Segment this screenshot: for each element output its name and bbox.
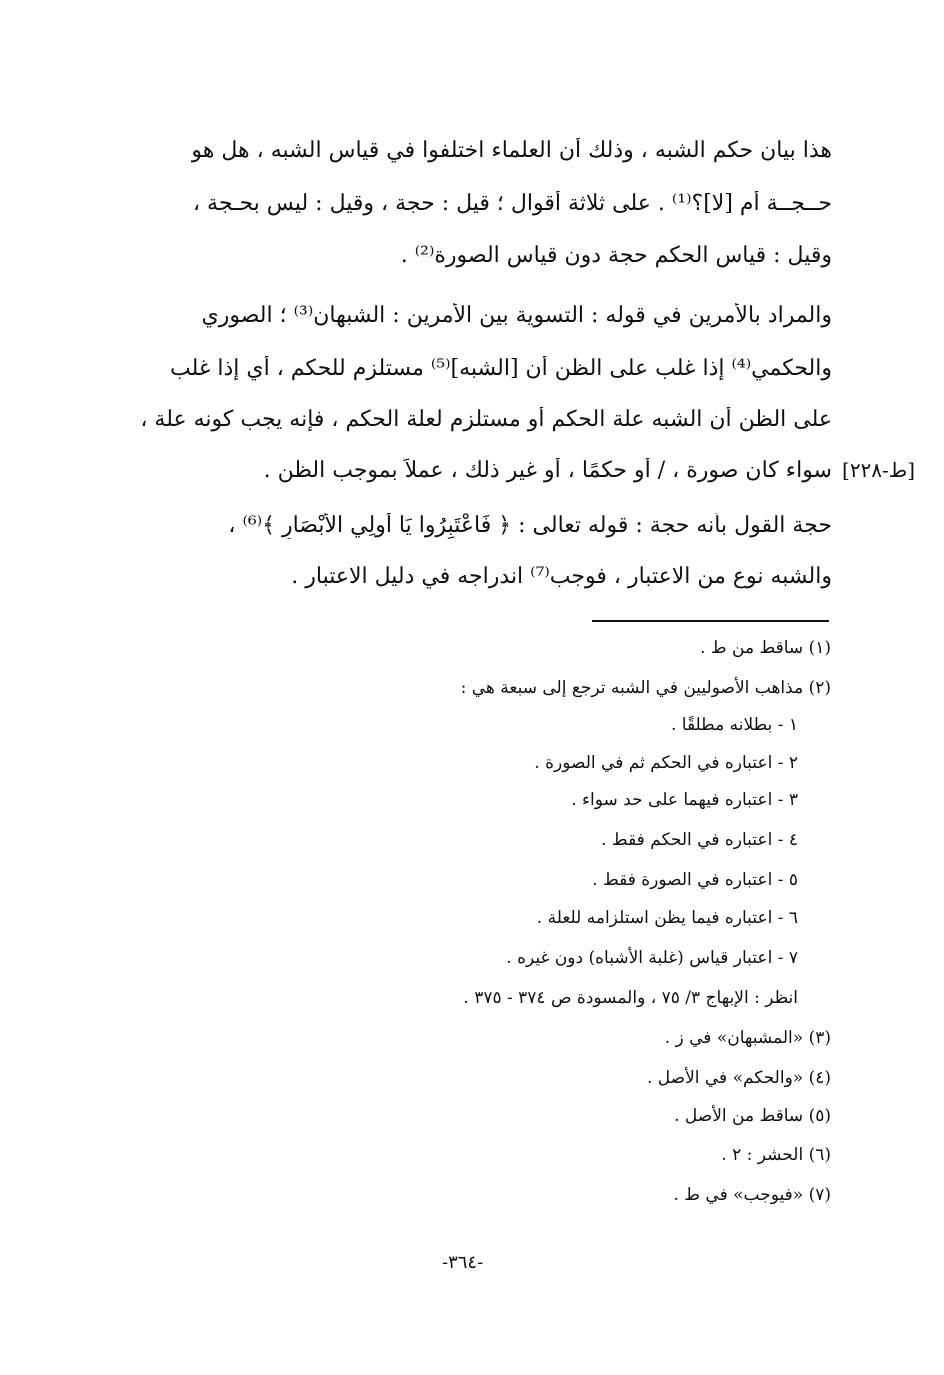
footnote-4: (٤) «والحكم» في الأصل . <box>646 1068 831 1088</box>
main-line-8: حجة القول بأنه حجة : قوله تعالى : ﴿ فَاعْتَبِرُوا يَا أُولِي الأَبْصَارِ ﴾⁽⁶⁾ ، <box>228 513 832 538</box>
main-line-1: هذا بيان حكم الشبه ، وذلك أن العلماء اختلفوا في قياس الشبه ، هل هو <box>191 138 832 163</box>
footnote-separator <box>592 620 829 622</box>
footnote-2-reference: انظر : الإبهاج ٣/ ٧٥ ، والمسودة ص ٣٧٤ - ٣٧٥ . <box>463 988 798 1008</box>
main-line-9: والشبه نوع من الاعتبار ، فوجب⁽⁷⁾ اندراجه في دليل الاعتبار . <box>291 564 832 589</box>
main-line-7: سواء كان صورة ، / أو حكمًا ، أو غير ذلك ، عملاً بموجب الظن . <box>263 458 832 483</box>
footnote-2-item-1: ١ - بطلانه مطلقًا . <box>670 715 798 735</box>
main-line-2: حــجــة أم [لا]؟⁽¹⁾ . على ثلاثة أقوال ؛ قيل : حجة ، وقيل : ليس بحـجة ، <box>192 191 832 216</box>
footnote-2: (٢) مذاهب الأصوليين في الشبه ترجع إلى سبعة هي : <box>460 678 831 698</box>
main-line-3: وقيل : قياس الحكم حجة دون قياس الصورة⁽²⁾ . <box>400 243 832 268</box>
footnote-2-item-3: ٣ - اعتباره فيهما على حد سواء . <box>571 790 798 810</box>
footnote-2-item-6: ٦ - اعتباره فيما يظن استلزامه للعلة . <box>536 908 798 928</box>
footnote-3: (٣) «المشبهان» في ز . <box>664 1028 831 1048</box>
footnote-7: (٧) «فيوجب» في ط . <box>673 1185 831 1205</box>
footnote-5: (٥) ساقط من الأصل . <box>674 1106 831 1126</box>
footnote-2-item-7: ٧ - اعتبار قياس (غلبة الأشباه) دون غيره . <box>506 948 798 968</box>
main-line-6: على الظن أن الشبه علة الحكم أو مستلزم لعلة الحكم ، فإنه يجب كونه علة ، <box>140 407 832 432</box>
marginal-page-reference: [ط-٢٢٨] <box>842 458 916 482</box>
footnote-2-item-2: ٢ - اعتباره في الحكم ثم في الصورة . <box>534 753 798 773</box>
footnote-2-item-4: ٤ - اعتباره في الحكم فقط . <box>601 830 798 850</box>
main-line-4: والمراد بالأمرين في قوله : التسوية بين الأمرين : الشبهان⁽³⁾ ؛ الصوري <box>201 303 832 328</box>
page-number: -٣٦٤- <box>442 1252 484 1273</box>
footnote-2-item-5: ٥ - اعتباره في الصورة فقط . <box>592 870 798 890</box>
footnote-1: (١) ساقط من ط . <box>700 638 831 658</box>
footnote-6: (٦) الحشر : ٢ . <box>721 1145 831 1165</box>
main-line-5: والحكمي⁽⁴⁾ إذا غلب على الظن أن [الشبه]⁽⁵⁾ مستلزم للحكم ، أي إذا غلب <box>169 356 832 381</box>
